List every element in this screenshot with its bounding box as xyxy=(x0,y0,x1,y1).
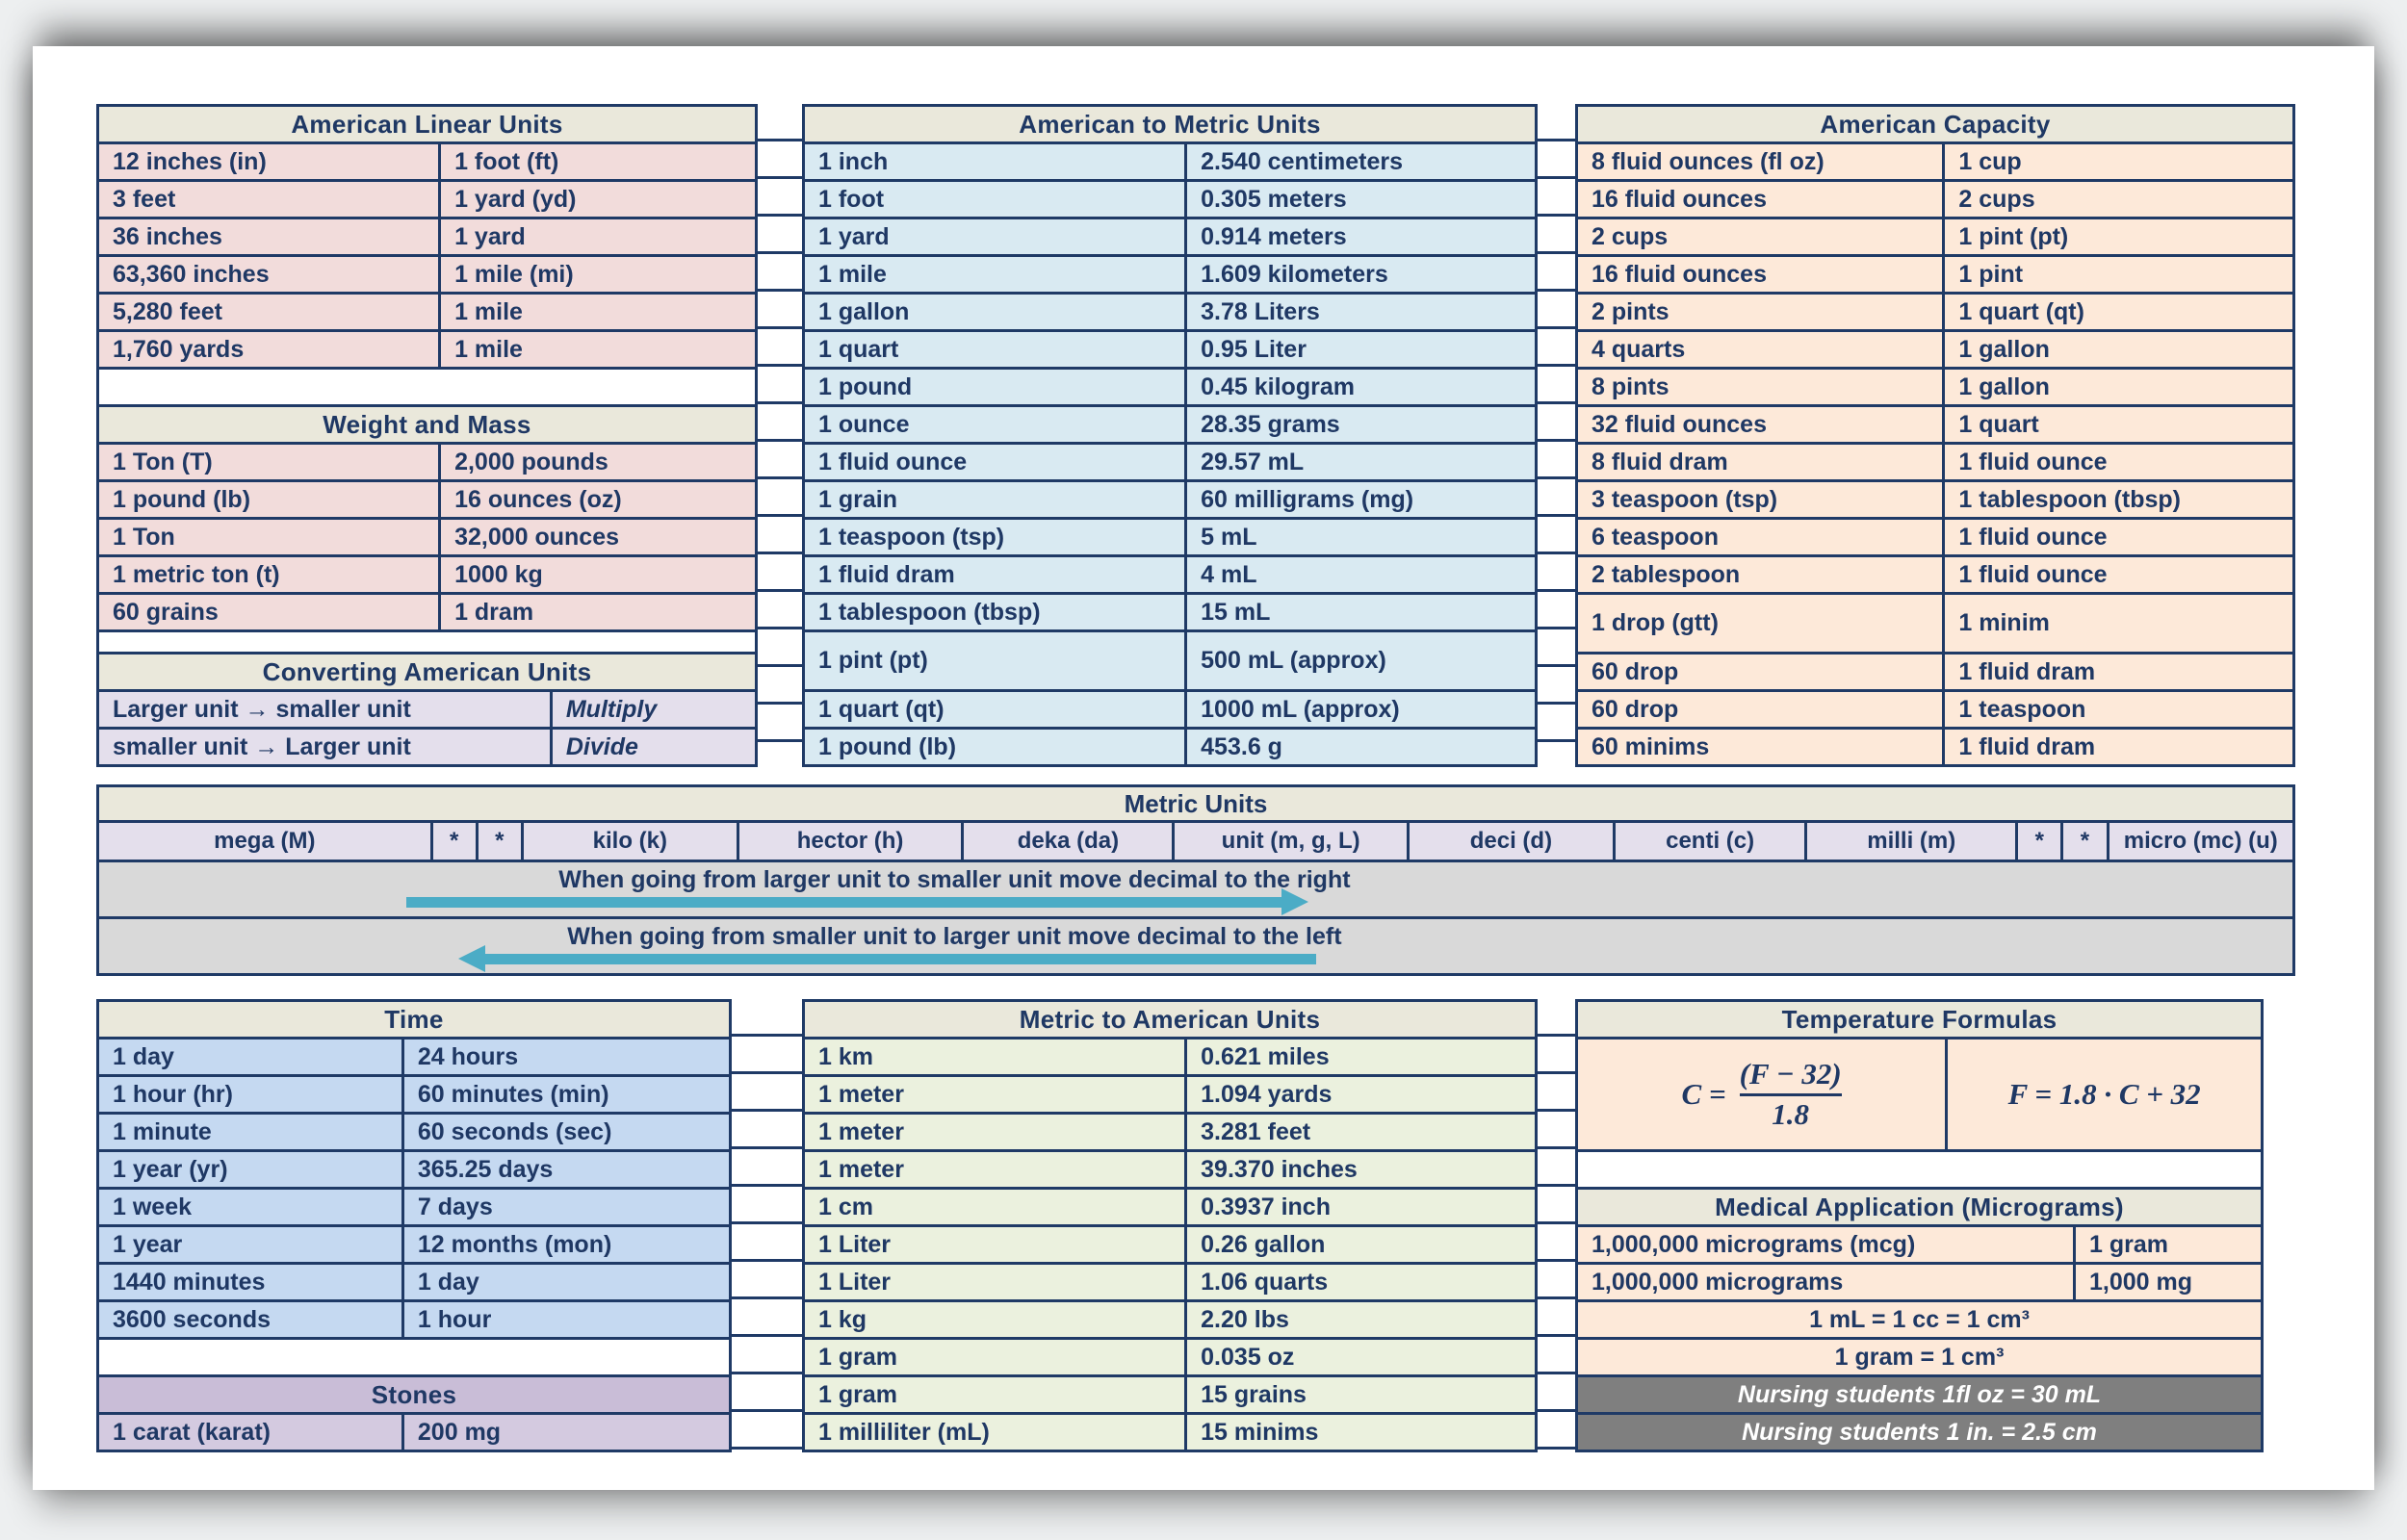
cell-right: 1 cup xyxy=(1942,144,2292,179)
cell-right: 29.57 mL xyxy=(1184,445,1535,479)
table-row xyxy=(1578,727,2292,764)
cell-left: 1 mile xyxy=(818,260,887,288)
cell-right: 1 day xyxy=(401,1265,729,1299)
cell-left: 1 carat (karat) xyxy=(113,1418,271,1446)
table-row xyxy=(99,1224,729,1262)
section-title: Metric to American Units xyxy=(805,1002,1535,1040)
cell-right: 0.914 meters xyxy=(1184,219,1535,254)
cell-left: 1 gallon xyxy=(818,297,910,325)
table-converting-american-units xyxy=(96,652,758,767)
cell-left: 5,280 feet xyxy=(113,297,222,325)
cell-left: 1 hour (hr) xyxy=(113,1080,233,1108)
cell-right: 32,000 ounces xyxy=(438,520,755,554)
cell-left: 36 inches xyxy=(113,222,222,250)
cell-right: 1 gram xyxy=(2073,1227,2261,1262)
cell-right: 1 pint xyxy=(1942,257,2292,292)
formula-row xyxy=(1578,1040,2261,1149)
cell-right: 1000 kg xyxy=(438,557,755,592)
section-title: American Linear Units xyxy=(99,107,755,144)
table-row xyxy=(99,1187,729,1224)
cell-right: 60 minutes (min) xyxy=(401,1077,729,1112)
table-row xyxy=(805,1224,1535,1262)
table-row xyxy=(805,179,1535,217)
spacer-row xyxy=(1575,1152,2264,1187)
spacer-row xyxy=(96,632,758,652)
arrow-right-icon xyxy=(406,897,1283,908)
cell-right: 16 ounces (oz) xyxy=(438,482,755,517)
nursing-note: Nursing students 1 in. = 2.5 cm xyxy=(1578,1412,2261,1450)
table-row xyxy=(99,727,755,764)
cell-right: 1 fluid ounce xyxy=(1942,445,2292,479)
nursing-note: Nursing students 1fl oz = 30 mL xyxy=(1578,1374,2261,1412)
table-row xyxy=(805,1337,1535,1374)
table-row xyxy=(99,1074,729,1112)
cell-right: 28.35 grams xyxy=(1184,407,1535,442)
table-row xyxy=(805,442,1535,479)
cell-left: 1 tablespoon (tbsp) xyxy=(818,598,1041,626)
table-row xyxy=(805,217,1535,254)
medical-title: Medical Application (Micrograms) xyxy=(1578,1190,2261,1224)
prefix-placeholder-cell: * xyxy=(2060,823,2106,860)
cell-left: 1,000,000 micrograms xyxy=(1592,1268,1844,1296)
cell-right: 1 gallon xyxy=(1942,370,2292,404)
cell-right: 1 dram xyxy=(438,595,755,629)
cell-right: 0.26 gallon xyxy=(1184,1227,1535,1262)
cell-right: 1 fluid dram xyxy=(1942,654,2292,689)
cell-left: 1 quart (qt) xyxy=(818,695,945,723)
cell-right: 12 months (mon) xyxy=(401,1227,729,1262)
section-title: Stones xyxy=(99,1377,729,1415)
cell-right: 200 mg xyxy=(401,1415,729,1450)
table-row xyxy=(1578,592,2292,652)
table-row xyxy=(99,692,755,727)
table-american-linear-units xyxy=(96,104,758,370)
cell-left: 1 gram xyxy=(818,1343,897,1371)
cell-right: 60 milligrams (mg) xyxy=(1184,482,1535,517)
cell-right: 1 mile (mi) xyxy=(438,257,755,292)
cell-left: 1 inch xyxy=(818,147,889,175)
table-row xyxy=(805,517,1535,554)
table-row xyxy=(99,144,755,179)
table-row xyxy=(805,629,1535,689)
cell-left: 60 minims xyxy=(1592,732,1710,760)
cell-left: 1 meter xyxy=(818,1117,904,1145)
section-title: American Capacity xyxy=(1578,107,2292,144)
bottom-right-column xyxy=(1575,999,2264,1452)
cell-right: 1 tablespoon (tbsp) xyxy=(1942,482,2292,517)
cell-left: 1 Ton (T) xyxy=(113,448,213,475)
cell-left: 1 km xyxy=(818,1042,873,1070)
table-row xyxy=(805,1299,1535,1337)
cell-left: 2 cups xyxy=(1592,222,1669,250)
table-row xyxy=(805,404,1535,442)
table-row xyxy=(805,1262,1535,1299)
table-row xyxy=(805,1412,1535,1450)
cell-left: 1 cm xyxy=(818,1193,873,1220)
table-row xyxy=(99,217,755,254)
table-row xyxy=(805,254,1535,292)
prefix-placeholder-cell: * xyxy=(2015,823,2060,860)
table-row xyxy=(99,179,755,217)
cell-left: 3 teaspoon (tsp) xyxy=(1592,485,1778,513)
cell-left: 1 gram xyxy=(818,1380,897,1408)
column-spacer xyxy=(1538,999,1575,1452)
cell-right: 3.78 Liters xyxy=(1184,295,1535,329)
fraction-bar xyxy=(1740,1093,1842,1096)
cell-left: 1 kg xyxy=(818,1305,867,1333)
cell-right: 0.45 kilogram xyxy=(1184,370,1535,404)
table-row xyxy=(1578,554,2292,592)
table-row xyxy=(805,1112,1535,1149)
cell-left: 1,760 yards xyxy=(113,335,245,363)
bottom-left-column xyxy=(96,999,732,1452)
bottom-middle-column xyxy=(802,999,1538,1452)
table-stones xyxy=(96,1374,732,1452)
cell-right: 7 days xyxy=(401,1190,729,1224)
cell-left: 1 Liter xyxy=(818,1230,892,1258)
cell-right: 1.609 kilometers xyxy=(1184,257,1535,292)
cell-right: 1 gallon xyxy=(1942,332,2292,367)
table-row xyxy=(1578,217,2292,254)
cell-right: 1.06 quarts xyxy=(1184,1265,1535,1299)
table-row xyxy=(99,517,755,554)
decimal-right-text: When going from larger unit to smaller unit move decimal to the right xyxy=(558,866,1351,893)
cell-left: 4 quarts xyxy=(1592,335,1686,363)
table-row xyxy=(805,144,1535,179)
cell-right: 0.035 oz xyxy=(1184,1340,1535,1374)
cell-left: 1 pound (lb) xyxy=(818,732,957,760)
middle-column xyxy=(802,104,1538,767)
cell-right: 1 pint (pt) xyxy=(1942,219,2292,254)
cell-left: 2 tablespoon xyxy=(1592,560,1741,588)
table-row xyxy=(99,1299,729,1337)
table-row xyxy=(1578,517,2292,554)
table-row xyxy=(1578,404,2292,442)
prefix-placeholder-cell: * xyxy=(430,823,476,860)
cell-right: Divide xyxy=(550,730,755,764)
cell-right: 1,000 mg xyxy=(2073,1265,2261,1299)
cell-right: 0.621 miles xyxy=(1184,1040,1535,1074)
cell-left: 1 Liter xyxy=(818,1268,892,1296)
table-row xyxy=(1578,689,2292,727)
table-row xyxy=(99,1112,729,1149)
table-row xyxy=(99,1415,729,1450)
metric-units-band xyxy=(96,784,2295,976)
table-row xyxy=(99,1262,729,1299)
table-row xyxy=(805,1374,1535,1412)
cell-right: 453.6 g xyxy=(1184,730,1535,764)
prefix-cell: micro (mc) (u) xyxy=(2107,823,2292,860)
cell-right: 1 yard xyxy=(438,219,755,254)
metric-units-title: Metric Units xyxy=(99,787,2292,823)
cell-right: 3.281 feet xyxy=(1184,1115,1535,1149)
table-metric-to-american-units xyxy=(802,999,1538,1452)
cell-left: 8 fluid ounces (fl oz) xyxy=(1592,147,1825,175)
table-row xyxy=(1578,652,2292,689)
cell-right: 1.094 yards xyxy=(1184,1077,1535,1112)
table-row xyxy=(805,329,1535,367)
decimal-right-rule xyxy=(99,862,2292,916)
prefix-cell: unit (m, g, L) xyxy=(1172,823,1407,860)
section-title: Converting American Units xyxy=(99,654,755,692)
table-row xyxy=(805,292,1535,329)
cell-right: 2,000 pounds xyxy=(438,445,755,479)
cell-left: 1 minute xyxy=(113,1117,212,1145)
cell-right: 24 hours xyxy=(401,1040,729,1074)
cell-right: 1 mile xyxy=(438,332,755,367)
table-row xyxy=(805,727,1535,764)
table-row xyxy=(1578,292,2292,329)
table-row xyxy=(1578,442,2292,479)
cell-left: Larger unit → smaller unit xyxy=(113,695,411,723)
fraction-numerator: (F − 32) xyxy=(1739,1056,1842,1091)
table-row xyxy=(99,292,755,329)
cell-right: 365.25 days xyxy=(401,1152,729,1187)
cell-left: 8 fluid dram xyxy=(1592,448,1728,475)
table-row xyxy=(99,445,755,479)
cell-left: 1 pound xyxy=(818,372,913,400)
cell-right: 1 fluid ounce xyxy=(1942,520,2292,554)
cell-left: 1 pint (pt) xyxy=(818,647,928,674)
merged-equivalence-row: 1 gram = 1 cm³ xyxy=(1578,1337,2261,1374)
celsius-formula xyxy=(1578,1040,1945,1149)
cell-right: 1 hour xyxy=(401,1302,729,1337)
cell-left: 60 drop xyxy=(1592,657,1679,685)
cell-right: 1 minim xyxy=(1942,595,2292,652)
cell-right: 1 mile xyxy=(438,295,755,329)
prefix-cell: centi (c) xyxy=(1613,823,1804,860)
table-row xyxy=(99,592,755,629)
section-title: Time xyxy=(99,1002,729,1040)
fraction-denominator: 1.8 xyxy=(1772,1096,1810,1131)
table-row xyxy=(805,689,1535,727)
prefix-cell: milli (m) xyxy=(1804,823,2015,860)
cell-left: 16 fluid ounces xyxy=(1592,185,1767,213)
table-row xyxy=(805,479,1535,517)
right-column xyxy=(1575,104,2295,767)
spacer-row xyxy=(96,1340,732,1374)
table-row xyxy=(805,1074,1535,1112)
cell-left: 1 meter xyxy=(818,1080,904,1108)
table-row xyxy=(1578,1262,2261,1299)
cell-left: 1 metric ton (t) xyxy=(113,560,280,588)
cell-left: 60 drop xyxy=(1592,695,1679,723)
prefix-cell: deka (da) xyxy=(961,823,1172,860)
temperature-title: Temperature Formulas xyxy=(1578,1002,2261,1040)
table-row xyxy=(1578,367,2292,404)
prefix-cell: kilo (k) xyxy=(521,823,737,860)
cell-left: 1 foot xyxy=(818,185,885,213)
arrow-left-icon xyxy=(483,954,1317,964)
cell-right: 15 minims xyxy=(1184,1415,1535,1450)
page xyxy=(33,46,2374,1490)
cell-right: 1 fluid dram xyxy=(1942,730,2292,764)
cell-right: 1 yard (yd) xyxy=(438,182,755,217)
table-medical-application xyxy=(1575,1187,2264,1452)
cell-left: 1 yard xyxy=(818,222,890,250)
cell-right: 1 fluid ounce xyxy=(1942,557,2292,592)
cell-left: 16 fluid ounces xyxy=(1592,260,1767,288)
table-row xyxy=(805,592,1535,629)
cell-right: 2.20 lbs xyxy=(1184,1302,1535,1337)
cell-left: 1440 minutes xyxy=(113,1268,266,1296)
decimal-left-text: When going from smaller unit to larger unit move decimal to the left xyxy=(567,923,1342,950)
table-american-to-metric-units xyxy=(802,104,1538,767)
section-title: American to Metric Units xyxy=(805,107,1535,144)
table-row xyxy=(1578,479,2292,517)
table-row xyxy=(805,367,1535,404)
cell-left: 1,000,000 micrograms (mcg) xyxy=(1592,1230,1916,1258)
cell-left: 1 Ton xyxy=(113,523,175,551)
cell-left: 1 pound (lb) xyxy=(113,485,251,513)
cell-left: 1 week xyxy=(113,1193,193,1220)
cell-left: 1 year xyxy=(113,1230,183,1258)
cell-left: smaller unit → Larger unit xyxy=(113,732,411,760)
cell-right: 1 teaspoon xyxy=(1942,692,2292,727)
cell-right: 2.540 centimeters xyxy=(1184,144,1535,179)
table-row xyxy=(805,554,1535,592)
cell-left: 1 day xyxy=(113,1042,174,1070)
top-section xyxy=(96,104,2295,767)
cell-left: 1 ounce xyxy=(818,410,910,438)
table-temperature-formulas xyxy=(1575,999,2264,1152)
cell-right: 2 cups xyxy=(1942,182,2292,217)
cell-right: 500 mL (approx) xyxy=(1184,632,1535,689)
table-time xyxy=(96,999,732,1340)
table-row xyxy=(805,1187,1535,1224)
table-row xyxy=(99,254,755,292)
celsius-fraction xyxy=(1739,1056,1842,1131)
cell-left: 3600 seconds xyxy=(113,1305,271,1333)
table-row xyxy=(805,1149,1535,1187)
cell-left: 1 drop (gtt) xyxy=(1592,609,1719,636)
cell-right: 0.305 meters xyxy=(1184,182,1535,217)
cell-right: 5 mL xyxy=(1184,520,1535,554)
table-row xyxy=(99,479,755,517)
column-spacer xyxy=(732,999,802,1452)
table-row xyxy=(99,554,755,592)
cell-left: 1 fluid ounce xyxy=(818,448,968,475)
table-american-capacity xyxy=(1575,104,2295,767)
table-row xyxy=(99,1149,729,1187)
merged-equivalence-row: 1 mL = 1 cc = 1 cm³ xyxy=(1578,1299,2261,1337)
cell-right: 60 seconds (sec) xyxy=(401,1115,729,1149)
cell-left: 1 year (yr) xyxy=(113,1155,228,1183)
bottom-section xyxy=(96,999,2295,1452)
prefix-cell: hector (h) xyxy=(737,823,962,860)
cell-right: 0.95 Liter xyxy=(1184,332,1535,367)
cell-right: 15 grains xyxy=(1184,1377,1535,1412)
cell-right: Multiply xyxy=(550,692,755,727)
prefix-cell: deci (d) xyxy=(1407,823,1613,860)
column-spacer xyxy=(1538,104,1575,767)
cell-left: 1 quart xyxy=(818,335,899,363)
decimal-left-rule xyxy=(99,916,2292,973)
prefix-placeholder-cell: * xyxy=(476,823,521,860)
left-column xyxy=(96,104,758,767)
column-spacer xyxy=(758,104,802,767)
cell-right: 1000 mL (approx) xyxy=(1184,692,1535,727)
cell-left: 6 teaspoon xyxy=(1592,523,1719,551)
celsius-lhs: C = xyxy=(1681,1077,1726,1111)
table-row xyxy=(99,329,755,367)
cell-left: 8 pints xyxy=(1592,372,1669,400)
section-title: Weight and Mass xyxy=(99,407,755,445)
cell-left: 1 teaspoon (tsp) xyxy=(818,523,1005,551)
table-row xyxy=(1578,144,2292,179)
cell-left: 1 milliliter (mL) xyxy=(818,1418,990,1446)
metric-prefixes-row xyxy=(99,823,2292,862)
table-row xyxy=(1578,329,2292,367)
cell-left: 63,360 inches xyxy=(113,260,270,288)
spacer-row xyxy=(96,370,758,404)
cell-left: 2 pints xyxy=(1592,297,1669,325)
cell-left: 1 fluid dram xyxy=(818,560,955,588)
cell-right: 1 foot (ft) xyxy=(438,144,755,179)
cell-right: 15 mL xyxy=(1184,595,1535,629)
cell-left: 1 meter xyxy=(818,1155,904,1183)
cell-left: 12 inches (in) xyxy=(113,147,267,175)
table-row xyxy=(99,1040,729,1074)
cell-left: 3 feet xyxy=(113,185,176,213)
table-row xyxy=(1578,254,2292,292)
cell-left: 60 grains xyxy=(113,598,219,626)
cell-right: 4 mL xyxy=(1184,557,1535,592)
cell-left: 1 grain xyxy=(818,485,897,513)
prefix-cell: mega (M) xyxy=(214,828,316,854)
conversion-sheet xyxy=(96,104,2295,1452)
cell-right: 39.370 inches xyxy=(1184,1152,1535,1187)
fahrenheit-formula: F = 1.8 · C + 32 xyxy=(1945,1040,2261,1149)
table-weight-and-mass xyxy=(96,404,758,632)
cell-left: 32 fluid ounces xyxy=(1592,410,1767,438)
cell-right: 1 quart xyxy=(1942,407,2292,442)
table-row xyxy=(1578,1224,2261,1262)
cell-right: 0.3937 inch xyxy=(1184,1190,1535,1224)
table-row xyxy=(1578,179,2292,217)
cell-right: 1 quart (qt) xyxy=(1942,295,2292,329)
table-row xyxy=(805,1040,1535,1074)
